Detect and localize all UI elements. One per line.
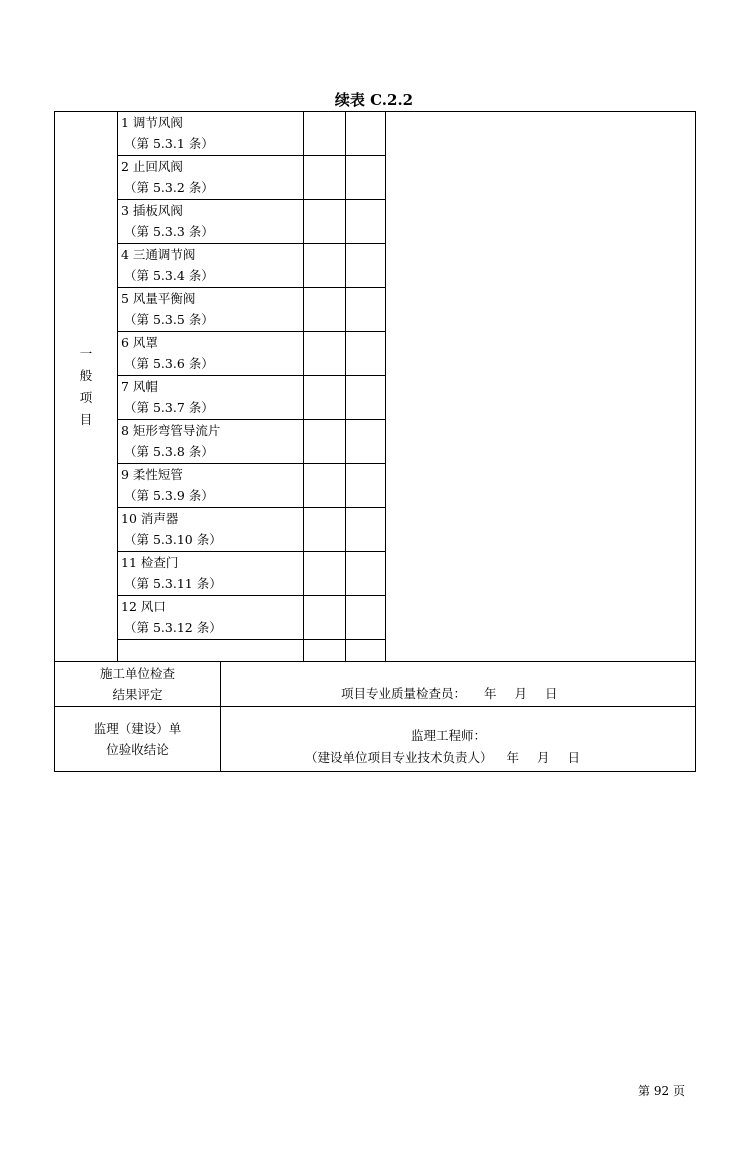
item-cell	[118, 112, 304, 156]
owner-representative-label: （建设单位项目专业技术负责人）	[305, 750, 493, 765]
item-cell	[118, 288, 304, 332]
item-clause: （第 5.3.8 条）	[124, 444, 214, 459]
item-clause: （第 5.3.3 条）	[124, 224, 214, 239]
check-cell-b[interactable]	[346, 288, 386, 332]
check-cell-a[interactable]	[304, 596, 346, 640]
supervision-label	[55, 707, 221, 772]
category-char: 项	[79, 389, 93, 405]
item-cell	[118, 420, 304, 464]
check-cell-a[interactable]	[304, 464, 346, 508]
supervision-row	[55, 707, 696, 772]
item-name: 11 检查门	[121, 555, 179, 570]
construction-label-line2: 结果评定	[112, 687, 163, 702]
quality-inspector-label: 项目专业质量检查员：	[341, 686, 467, 701]
item-name: 6 风罩	[121, 335, 158, 350]
inspection-form-table	[54, 111, 696, 772]
item-clause: （第 5.3.2 条）	[124, 180, 214, 195]
page-number	[638, 1082, 685, 1099]
item-clause: （第 5.3.10 条）	[124, 532, 222, 547]
category-label	[55, 112, 118, 662]
item-clause: （第 5.3.11 条）	[124, 576, 222, 591]
item-name: 4 三通调节阀	[121, 247, 196, 262]
check-cell-b[interactable]	[346, 464, 386, 508]
item-clause: （第 5.3.9 条）	[124, 488, 214, 503]
construction-signature-area	[221, 662, 696, 707]
item-cell	[118, 464, 304, 508]
check-cell-b[interactable]	[346, 640, 386, 662]
category-char: 一	[79, 345, 93, 361]
item-clause: （第 5.3.4 条）	[124, 268, 214, 283]
item-clause: （第 5.3.12 条）	[124, 620, 222, 635]
check-cell-b[interactable]	[346, 596, 386, 640]
check-cell-a[interactable]	[304, 200, 346, 244]
check-cell-a[interactable]	[304, 156, 346, 200]
item-cell	[118, 156, 304, 200]
construction-year: 年	[484, 686, 497, 701]
supervising-engineer-label: 监理工程师：	[411, 728, 487, 743]
check-cell-a[interactable]	[304, 552, 346, 596]
item-clause: （第 5.3.6 条）	[124, 356, 214, 371]
construction-month: 月	[514, 686, 528, 701]
check-cell-b[interactable]	[346, 112, 386, 156]
item-cell	[118, 376, 304, 420]
item-cell	[118, 552, 304, 596]
item-name: 7 风帽	[121, 379, 158, 394]
check-cell-a[interactable]	[304, 332, 346, 376]
item-name: 12 风口	[121, 599, 166, 614]
table-title: 续表 C.2.2	[334, 91, 414, 109]
supervision-year: 年	[506, 750, 520, 765]
construction-label-line1: 施工单位检查	[99, 666, 175, 681]
construction-day: 日	[545, 686, 558, 701]
check-cell-b[interactable]	[346, 156, 386, 200]
construction-label	[55, 662, 221, 707]
general-items-body	[55, 112, 696, 662]
item-name: 5 风量平衡阀	[121, 291, 196, 306]
check-cell-a[interactable]	[304, 288, 346, 332]
page-prefix: 第	[638, 1084, 651, 1098]
check-cell-b[interactable]	[346, 420, 386, 464]
check-cell-b[interactable]	[346, 200, 386, 244]
supervision-label-line1: 监理（建设）单	[93, 721, 182, 736]
item-name: 3 插板风阀	[121, 203, 183, 218]
category-char: 般	[79, 367, 93, 383]
check-cell-b[interactable]	[346, 508, 386, 552]
check-cell-b[interactable]	[346, 376, 386, 420]
empty-item-cell[interactable]	[118, 640, 304, 662]
check-cell-a[interactable]	[304, 640, 346, 662]
item-cell	[118, 244, 304, 288]
supervision-label-line2: 位验收结论	[106, 742, 169, 757]
check-cell-b[interactable]	[346, 244, 386, 288]
item-name: 10 消声器	[121, 511, 179, 526]
remarks-cell[interactable]	[386, 112, 696, 662]
check-cell-a[interactable]	[304, 376, 346, 420]
item-clause: （第 5.3.1 条）	[124, 136, 214, 151]
supervision-signature-area	[221, 707, 696, 772]
supervision-day: 日	[567, 750, 581, 765]
item-name: 1 调节风阀	[121, 115, 183, 130]
check-cell-b[interactable]	[346, 552, 386, 596]
item-clause: （第 5.3.5 条）	[124, 312, 214, 327]
item-cell	[118, 596, 304, 640]
check-cell-a[interactable]	[304, 508, 346, 552]
item-cell	[118, 508, 304, 552]
item-name: 2 止回风阀	[121, 159, 183, 174]
page-suffix: 页	[672, 1084, 685, 1098]
item-cell	[118, 332, 304, 376]
construction-row	[55, 662, 696, 707]
check-cell-b[interactable]	[346, 332, 386, 376]
item-clause: （第 5.3.7 条）	[124, 400, 214, 415]
check-cell-a[interactable]	[304, 244, 346, 288]
check-cell-a[interactable]	[304, 112, 346, 156]
item-cell	[118, 200, 304, 244]
supervision-month: 月	[537, 750, 550, 765]
check-cell-a[interactable]	[304, 420, 346, 464]
item-name: 9 柔性短管	[121, 467, 183, 482]
page-number-value: 92	[653, 1084, 670, 1098]
table-row	[55, 112, 696, 156]
item-name: 8 矩形弯管导流片	[121, 423, 221, 438]
category-char: 目	[79, 411, 93, 427]
